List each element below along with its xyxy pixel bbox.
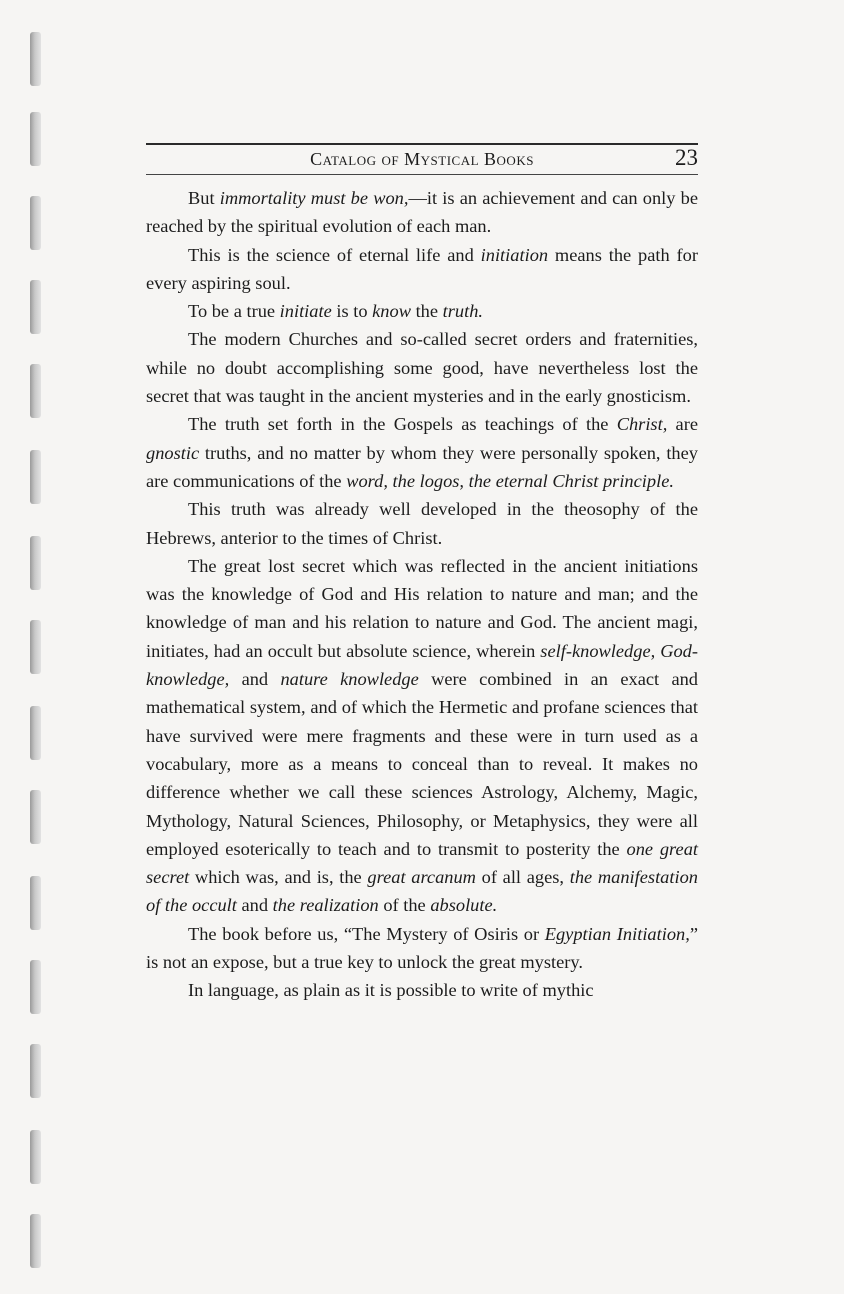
- binding-hole: [30, 450, 41, 504]
- text-run: and: [229, 669, 281, 690]
- text-run: of all ages,: [475, 867, 570, 888]
- italic-run: gnostic: [146, 442, 200, 463]
- binding-hole: [30, 876, 41, 930]
- italic-run: the manifestation of the occult: [146, 867, 698, 916]
- paragraph: [146, 920, 698, 977]
- text-run: But: [188, 188, 220, 208]
- text-run: is to: [331, 301, 373, 322]
- paragraph: [146, 241, 698, 298]
- binding-hole: [30, 960, 41, 1014]
- italic-run: know: [372, 301, 411, 322]
- text-run: the: [410, 301, 443, 322]
- paragraph: [146, 297, 698, 325]
- italic-run: truth.: [442, 301, 484, 322]
- text-run: To be a true: [188, 301, 280, 322]
- text-run: This is the science of eternal life and: [188, 244, 481, 265]
- running-header: [146, 143, 698, 175]
- text-run: The truth set forth in the Gospels as teachings of the: [188, 414, 617, 435]
- paragraph: [146, 976, 698, 1004]
- body-text: [146, 184, 698, 1005]
- binding-hole: [30, 280, 41, 334]
- binding-hole: [30, 32, 41, 86]
- text-run: are: [667, 414, 698, 435]
- text-run: truths, and no matter by whom they were personally spoken, they are communications of the: [146, 442, 698, 491]
- italic-run: initiation: [480, 244, 549, 265]
- text-run: The great lost secret which was reflected in the ancient initiations was the knowledge of God and His relation to nature and man; and the knowledge of man and his relation to nature and God. The ancient magi, initiates, had an occult but absolute science, wherein: [146, 555, 698, 661]
- italic-run: immortality must be won,: [219, 188, 409, 208]
- binding-hole: [30, 1214, 41, 1268]
- binding-hole: [30, 536, 41, 590]
- page-number: 23: [675, 145, 698, 170]
- binding-hole: [30, 1130, 41, 1184]
- paragraph: [146, 552, 698, 920]
- italic-run: the realization: [272, 895, 379, 916]
- text-run: means the path for every aspiring soul.: [146, 244, 698, 293]
- text-run: In language, as plain as it is possible to write of mythic: [188, 980, 594, 1001]
- text-run: ” is not an expose, but a true key to unlock the great mystery.: [146, 923, 698, 973]
- header-title: Catalog of Mystical Books: [310, 149, 534, 169]
- text-run: This truth was already well developed in the theosophy of the Hebrews, anterior to the times of Christ.: [146, 499, 698, 548]
- italic-run: initiate: [279, 301, 332, 322]
- italic-run: Egyptian Initiation,: [544, 923, 690, 944]
- paragraph: [146, 495, 698, 552]
- binding-hole: [30, 112, 41, 166]
- italic-run: nature knowledge: [280, 669, 419, 690]
- paragraph: [146, 184, 698, 241]
- text-run: The book before us, “The Mystery of Osiris or: [188, 923, 545, 944]
- binding-hole: [30, 196, 41, 250]
- italic-run: absolute.: [430, 895, 498, 916]
- header-rule: [146, 174, 698, 175]
- binding-hole: [30, 1044, 41, 1098]
- paragraph: [146, 410, 698, 495]
- header-rule: [146, 143, 698, 145]
- paragraph: [146, 325, 698, 410]
- italic-run: one great secret: [146, 838, 698, 888]
- binding-hole: [30, 706, 41, 760]
- italic-run: self-knowledge, God-knowledge,: [146, 640, 698, 690]
- italic-run: great arcanum: [367, 867, 476, 888]
- binding-hole: [30, 364, 41, 418]
- text-run: were combined in an exact and mathematical system, and of which the Hermetic and profane sciences that have survived were mere fragments and these were in turn used as a vocabulary, more as a means to conceal than to reveal. It makes no difference whether we call these sciences Astrology, Alchemy, Magic, Mythology, Natural Sciences, Philosophy, or Metaphysics, they were all employed esoterically to teach and to transmit to posterity the: [146, 669, 699, 859]
- text-run: which was, and is, the: [189, 867, 368, 888]
- binding-hole: [30, 790, 41, 844]
- italic-run: word, the logos, the eternal Christ principle.: [346, 470, 674, 491]
- italic-run: Christ,: [616, 414, 668, 435]
- text-run: of the: [378, 895, 431, 916]
- text-run: and: [236, 895, 273, 916]
- text-run: The modern Churches and so-called secret orders and fraternities, while no doubt accomplishing some good, have nevertheless lost the secret that was taught in the ancient mysteries and in the early gnosticism.: [146, 329, 698, 407]
- binding-hole: [30, 620, 41, 674]
- text-run: —it is an achievement and can only be reached by the spiritual evolution of each man.: [146, 188, 699, 237]
